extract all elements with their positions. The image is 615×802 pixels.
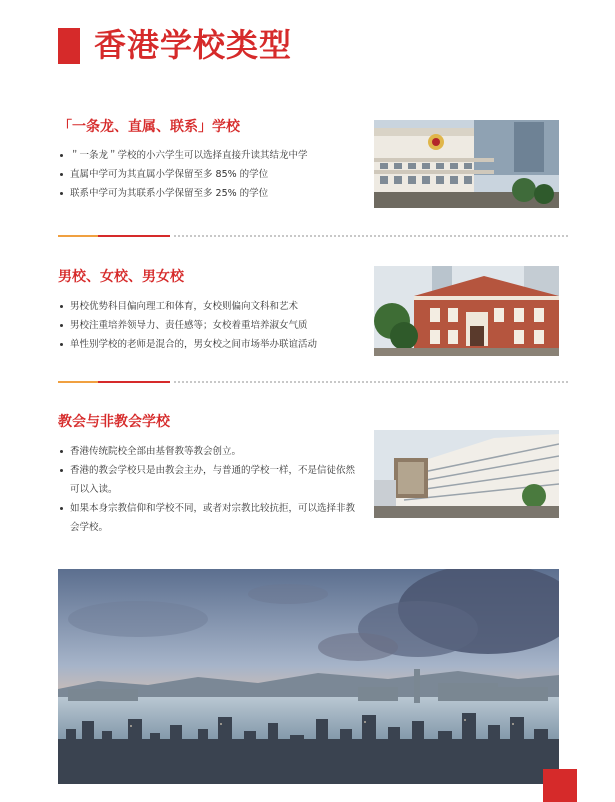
section-divider (58, 235, 568, 237)
school-building-photo-1 (374, 120, 559, 208)
list-item: 如果本身宗教信仰和学校不同，或者对宗教比较抗拒，可以选择非教会学校。 (58, 499, 358, 537)
section-divider (58, 381, 568, 383)
list-item: ＂一条龙＂学校的小六学生可以选择直接升读其结龙中学 (58, 146, 358, 165)
list-item: 联系中学可为其联系小学保留至多 25% 的学位 (58, 184, 358, 203)
page-title: 香港学校类型 (94, 26, 293, 64)
list-item: 香港传统院校全部由基督教等教会创立。 (58, 442, 358, 461)
section-title: 「一条龙、直属、联系」学校 (58, 119, 240, 135)
title-accent-bar (58, 28, 80, 64)
school-building-photo-2 (374, 266, 559, 356)
bullet-list (58, 442, 358, 537)
corner-accent-block (543, 769, 577, 802)
list-item: 单性别学校的老师是混合的，男女校之间市场举办联谊活动 (58, 335, 358, 354)
bullet-list (58, 146, 358, 203)
list-item: 男校注重培养领导力、责任感等；女校着重培养淑女气质 (58, 316, 358, 335)
bullet-list (58, 297, 358, 354)
list-item: 男校优势科目偏向理工和体育，女校则偏向文科和艺术 (58, 297, 358, 316)
list-item: 香港的教会学校只是由教会主办，与普通的学校一样，不是信徒依然可以入读。 (58, 461, 358, 499)
hong-kong-panorama-photo (58, 569, 559, 784)
section-title: 男校、女校、男女校 (58, 269, 184, 285)
school-building-photo-3 (374, 430, 559, 518)
section-title: 教会与非教会学校 (58, 414, 170, 430)
list-item: 直属中学可为其直属小学保留至多 85% 的学位 (58, 165, 358, 184)
